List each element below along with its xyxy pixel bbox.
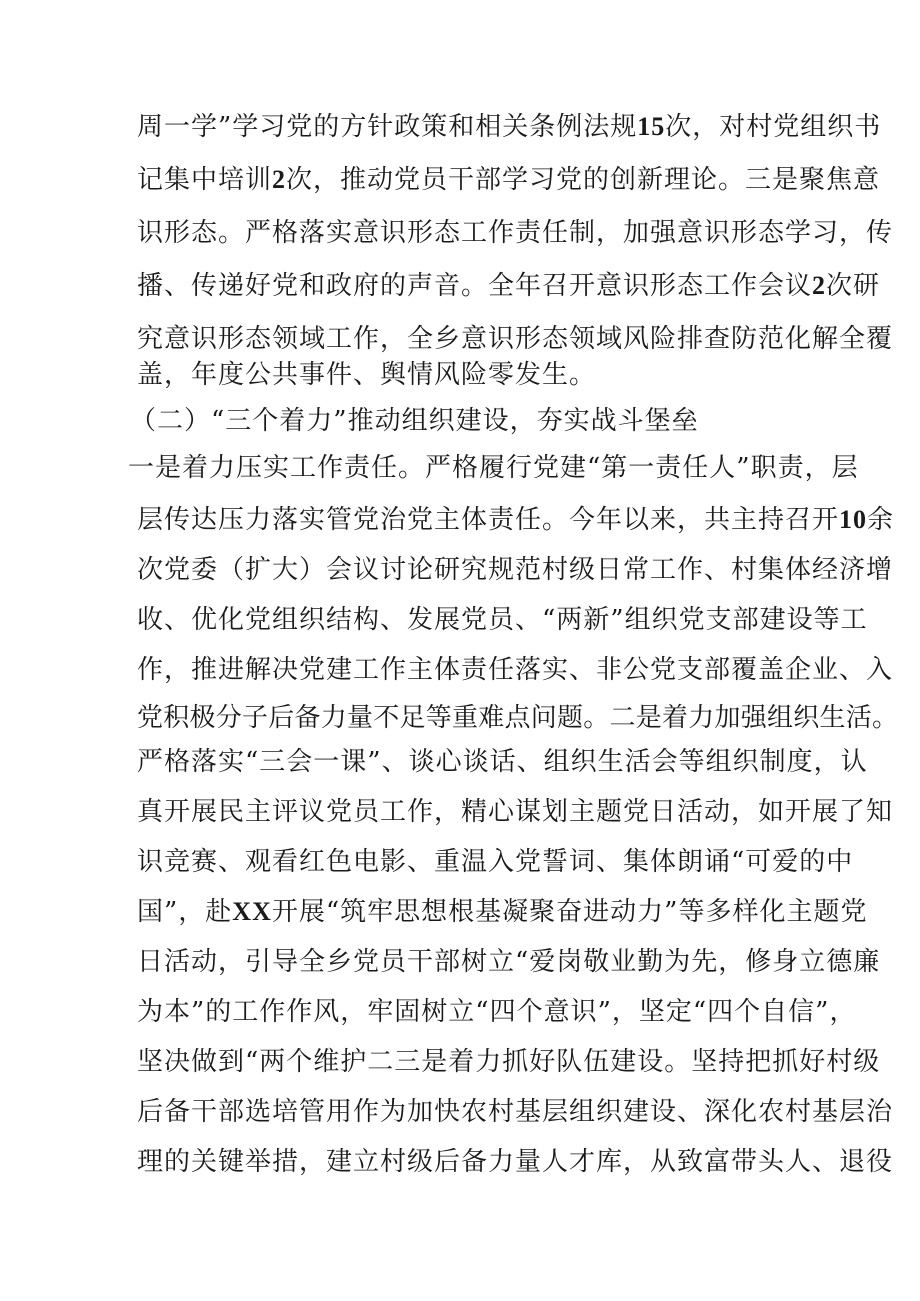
- paragraph-line: 后备干部选培管用作为加快农村基层组织建设、深化农村基层治: [137, 1097, 894, 1127]
- paragraph-line: 为本”的工作作风，牢固树立“四个意识”，坚定“四个自信”，: [137, 997, 857, 1027]
- paragraph-line: 识竞赛、观看红色电影、重温入党誓词、集体朗诵“可爱的中: [137, 847, 854, 877]
- paragraph-line: 理的关键举措，建立村级后备力量人才库，从致富带头人、退役: [137, 1147, 894, 1177]
- paragraph-line: 收、优化党组织结构、发展党员、“两新”组织党支部建设等工: [137, 605, 868, 635]
- paragraph-line: 日活动，引导全乡党员干部树立“爱岗敬业勤为先，修身立德廉: [137, 947, 881, 977]
- paragraph-line: 国”，赴XX开展“筑牢思想根基凝聚奋进动力”等多样化主题党: [137, 897, 868, 927]
- paragraph-line: 党积极分子后备力量不足等重难点问题。二是着力加强组织生活。: [137, 703, 899, 733]
- paragraph-line: 严格落实“三会一课”、谈心谈话、组织生活会等组织制度，认: [137, 747, 868, 777]
- paragraph-line: 盖，年度公共事件、舆情风险零发生。: [137, 360, 597, 390]
- paragraph-line: 究意识形态领域工作，全乡意识形态领域风险排查防范化解全覆: [137, 324, 894, 354]
- paragraph-line: 识形态。严格落实意识形态工作责任制，加强意识形态学习，传: [137, 218, 894, 248]
- paragraph-line: 周一学”学习党的方针政策和相关条例法规15次，对村党组织书: [137, 112, 882, 142]
- paragraph-line: 坚决做到“两个维护二三是着力抓好队伍建设。坚持把抓好村级: [137, 1047, 881, 1077]
- paragraph-line: 层传达压力落实管党治党主体责任。今年以来，共主持召开10余: [137, 505, 895, 535]
- paragraph-line: 真开展民主评议党员工作，精心谋划主题党日活动，如开展了知: [137, 797, 894, 827]
- paragraph-line: 次党委（扩大）会议讨论研究规范村级日常工作、村集体经济增: [137, 555, 894, 585]
- paragraph-line: 记集中培训2次，推动党员干部学习党的创新理论。三是聚焦意: [137, 165, 881, 195]
- paragraph-line: 播、传递好党和政府的声音。全年召开意识形态工作会议2次研: [137, 271, 881, 301]
- paragraph-line: 一是着力压实工作责任。严格履行党建“第一责任人”职责，层: [128, 453, 859, 483]
- paragraph-line: 作，推进解决党建工作主体责任落实、非公党支部覆盖企业、入: [137, 655, 894, 685]
- section-heading: （二）“三个着力”推动组织建设，夯实战斗堡垒: [130, 406, 699, 436]
